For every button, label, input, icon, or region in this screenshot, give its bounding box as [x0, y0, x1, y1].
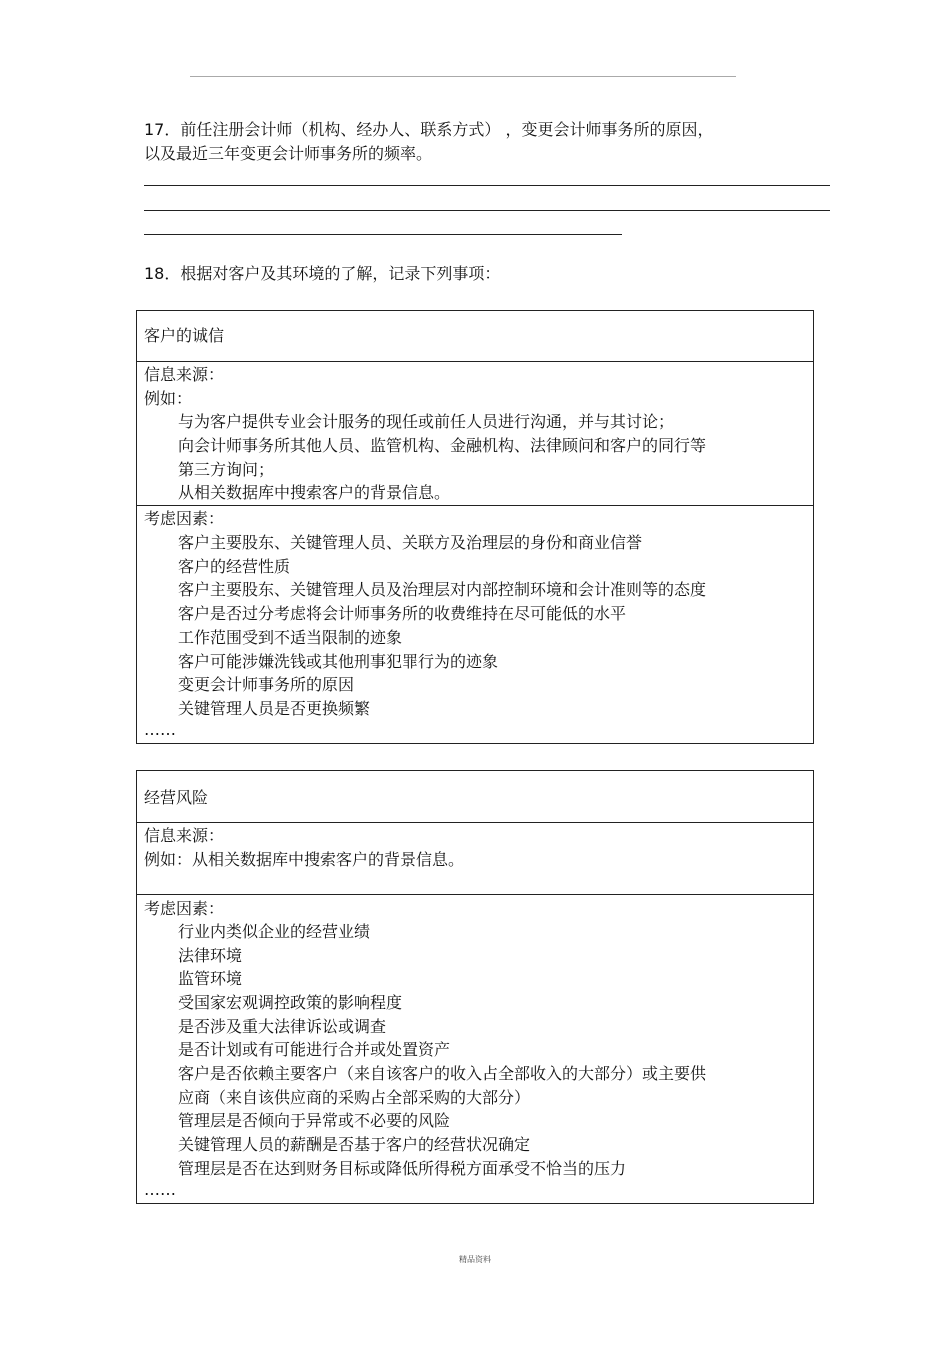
- integrity-factor-8: 关键管理人员是否更换频繁: [178, 699, 371, 718]
- integrity-example-1: 与为客户提供专业会计服务的现任或前任人员进行沟通，并与其讨论；: [178, 412, 675, 431]
- header-rule: [190, 76, 736, 77]
- integrity-factors-label: 考虑因素：: [144, 509, 225, 528]
- business-risk-factor-5: 是否涉及重大法律诉讼或调查: [178, 1017, 387, 1036]
- business-risk-factor-9: 管理层是否倾向于异常或不必要的风险: [178, 1111, 451, 1130]
- integrity-factor-1: 客户主要股东、关键管理人员、关联方及治理层的身份和商业信誉: [178, 533, 643, 552]
- business-risk-factor-8: 应商（来自该供应商的采购占全部采购的大部分）: [178, 1088, 531, 1107]
- integrity-factor-5: 工作范围受到不适当限制的迹象: [178, 628, 403, 647]
- integrity-table: [136, 310, 814, 744]
- integrity-factor-7: 变更会计师事务所的原因: [178, 675, 355, 694]
- integrity-title-row: [137, 311, 813, 361]
- business-risk-title-row: [137, 771, 813, 822]
- answer-blank-line-3[interactable]: [144, 234, 622, 235]
- integrity-ellipsis: ……: [144, 720, 176, 739]
- business-risk-title: 经营风险: [144, 788, 209, 807]
- integrity-factor-2: 客户的经营性质: [178, 557, 291, 576]
- answer-blank-line-1[interactable]: [144, 185, 830, 186]
- business-risk-factor-11: 管理层是否在达到财务目标或降低所得税方面承受不恰当的压力: [178, 1159, 627, 1178]
- business-risk-factors-row: [137, 894, 813, 1203]
- question-17-line-1: 17．前任注册会计师（机构、经办人、联系方式） ，变更会计师事务所的原因，: [144, 120, 714, 139]
- business-risk-factor-3: 监管环境: [178, 969, 243, 988]
- question-18-intro: 18．根据对客户及其环境的了解，记录下列事项：: [144, 264, 501, 283]
- integrity-example-4: 从相关数据库中搜索客户的背景信息。: [178, 483, 451, 502]
- business-risk-table: [136, 770, 814, 1204]
- question-17-line-2: 以及最近三年变更会计师事务所的频率。: [144, 144, 433, 163]
- integrity-source-label: 信息来源：: [144, 365, 225, 384]
- answer-blank-line-2[interactable]: [144, 210, 830, 211]
- integrity-factor-4: 客户是否过分考虑将会计师事务所的收费维持在尽可能低的水平: [178, 604, 627, 623]
- integrity-factors-row: [137, 505, 813, 743]
- business-risk-source-label: 信息来源：: [144, 826, 225, 845]
- business-risk-factor-10: 关键管理人员的薪酬是否基于客户的经营状况确定: [178, 1135, 531, 1154]
- business-risk-factor-6: 是否计划或有可能进行合并或处置资产: [178, 1040, 451, 1059]
- integrity-title: 客户的诚信: [144, 326, 225, 345]
- business-risk-factor-4: 受国家宏观调控政策的影响程度: [178, 993, 403, 1012]
- business-risk-example-line: 例如：从相关数据库中搜索客户的背景信息。: [144, 850, 465, 869]
- business-risk-factors-label: 考虑因素：: [144, 899, 225, 918]
- integrity-source-row: [137, 361, 813, 505]
- integrity-example-3: 第三方询问；: [178, 460, 275, 479]
- business-risk-factor-2: 法律环境: [178, 946, 243, 965]
- integrity-example-2: 向会计师事务所其他人员、监管机构、金融机构、法律顾问和客户的同行等: [178, 436, 707, 455]
- business-risk-source-row: [137, 822, 813, 894]
- business-risk-factor-1: 行业内类似企业的经营业绩: [178, 922, 371, 941]
- page-footer: 精品资料: [459, 1255, 491, 1264]
- business-risk-factor-7: 客户是否依赖主要客户（来自该客户的收入占全部收入的大部分）或主要供: [178, 1064, 707, 1083]
- integrity-factor-3: 客户主要股东、关键管理人员及治理层对内部控制环境和会计准则等的态度: [178, 580, 707, 599]
- integrity-example-label: 例如：: [144, 389, 193, 408]
- integrity-factor-6: 客户可能涉嫌洗钱或其他刑事犯罪行为的迹象: [178, 652, 499, 671]
- business-risk-ellipsis: ……: [144, 1180, 176, 1199]
